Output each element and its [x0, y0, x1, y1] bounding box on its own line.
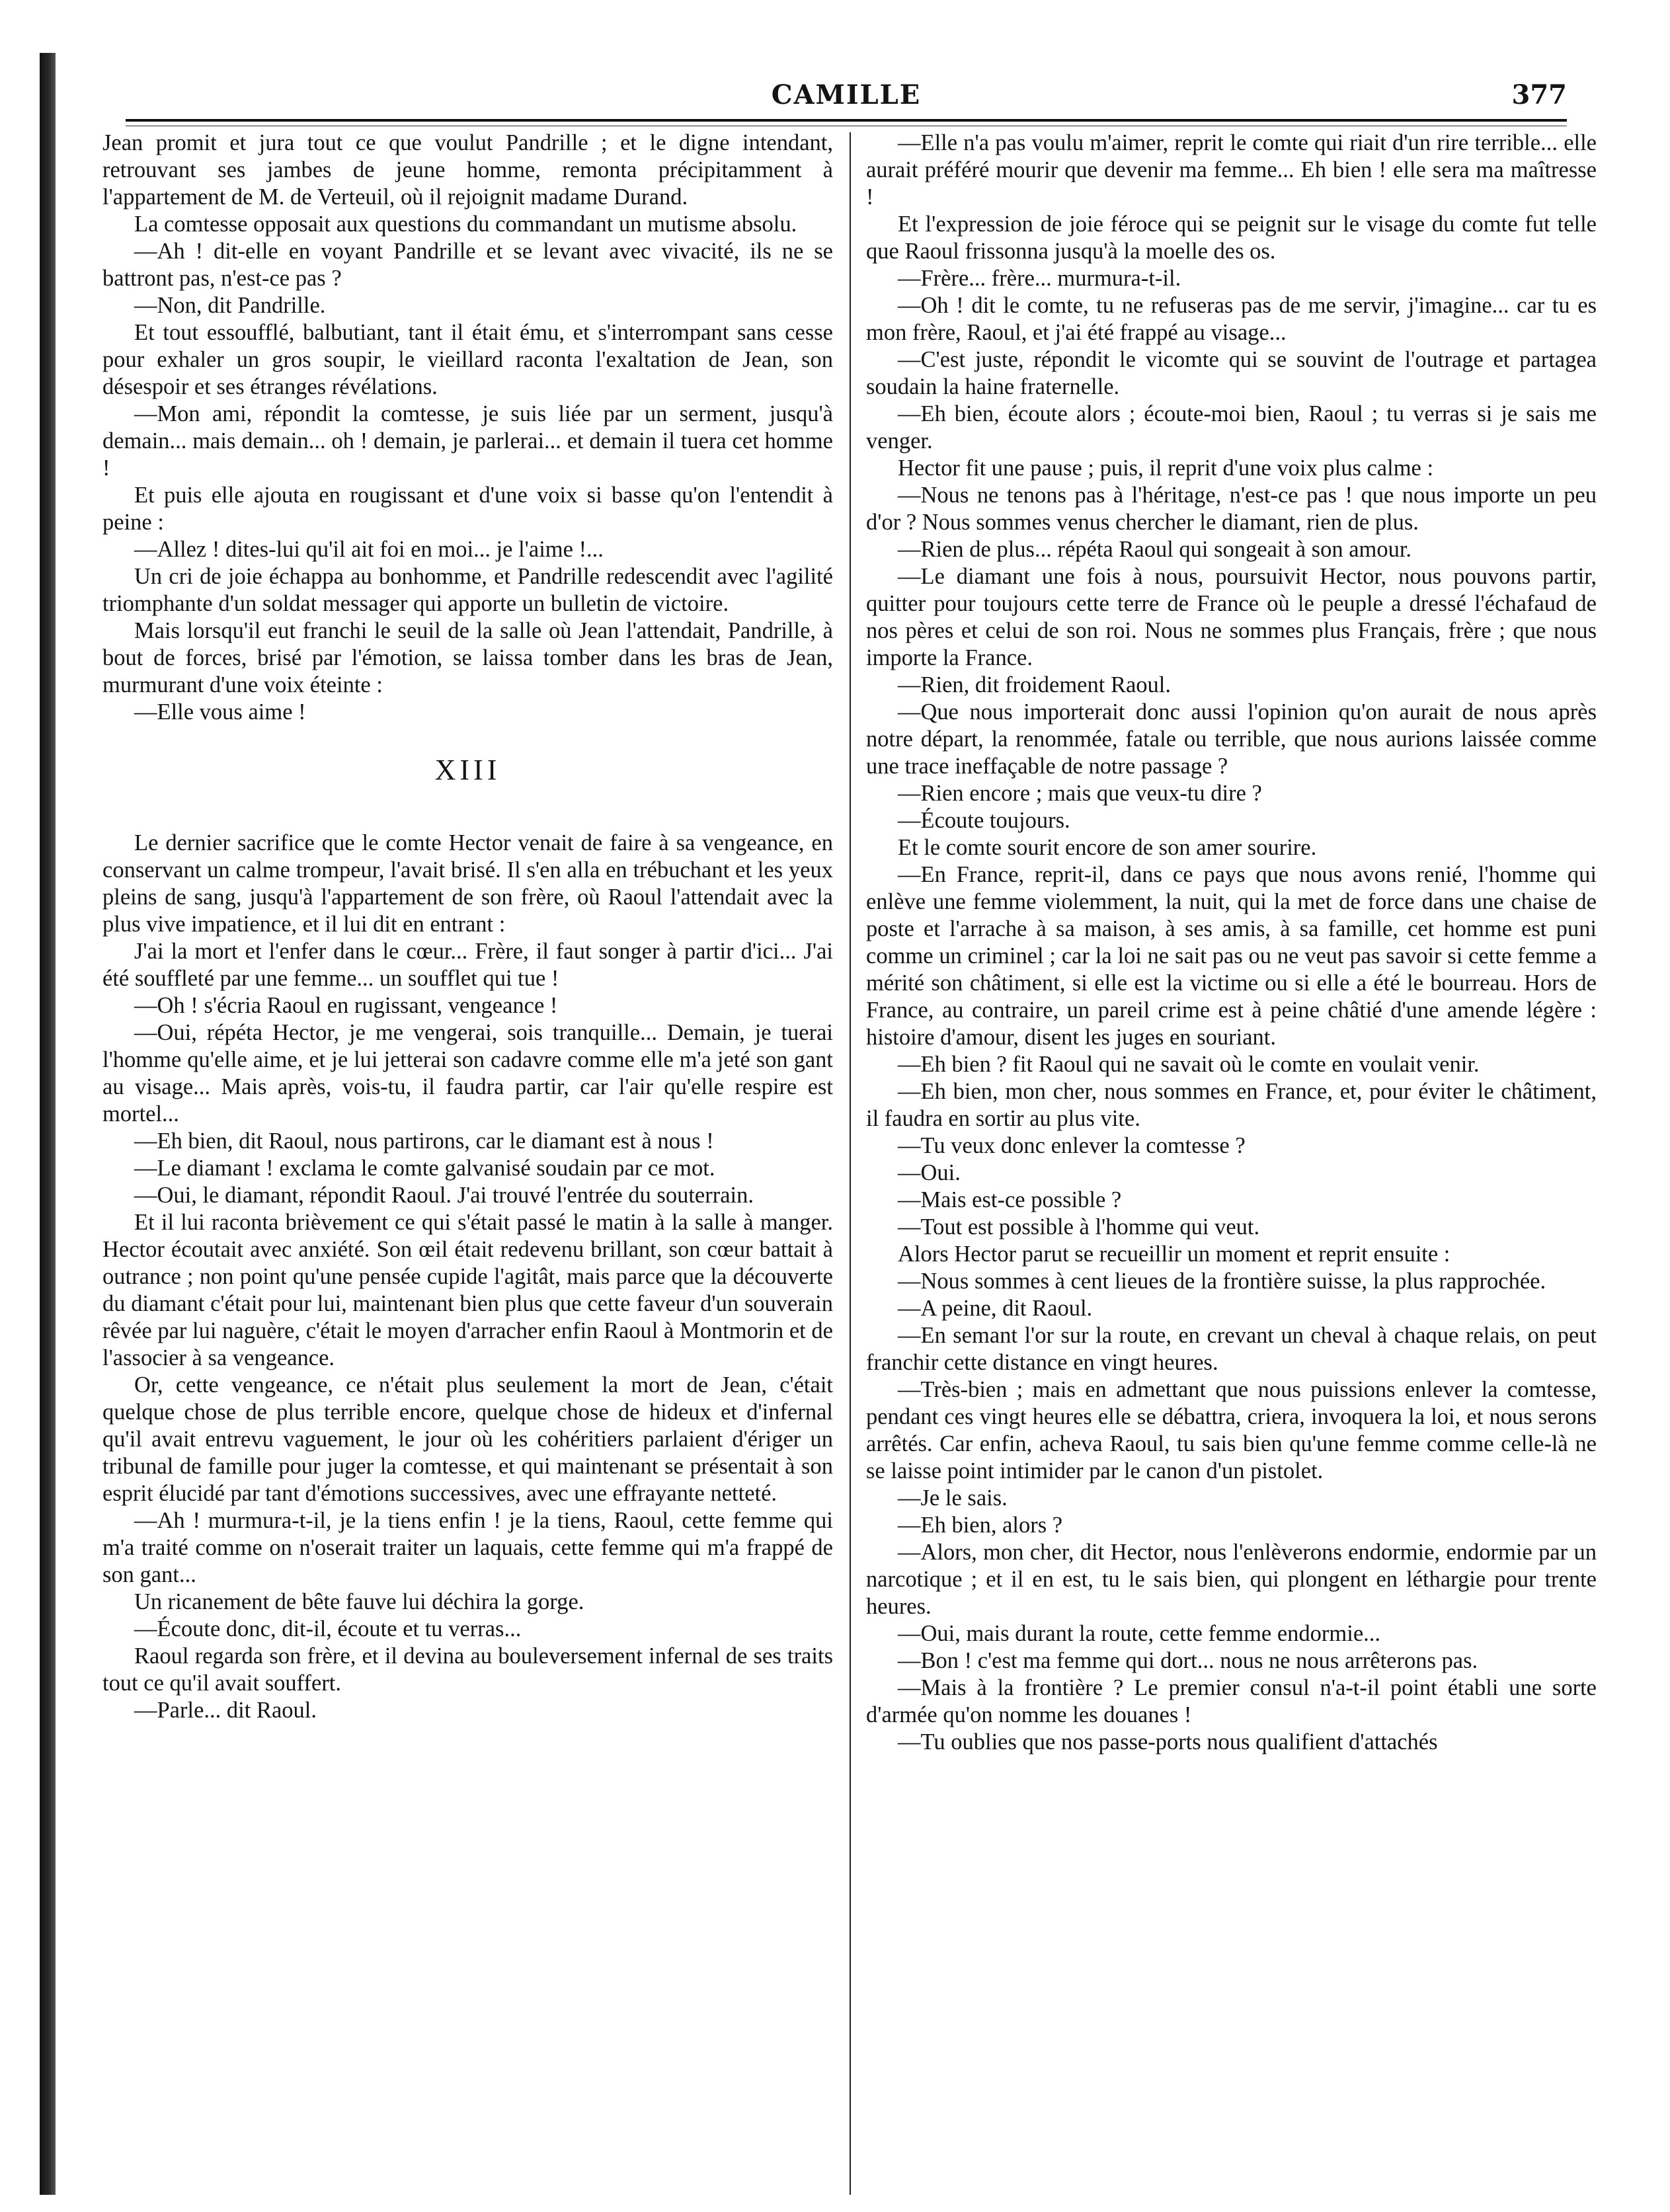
- paragraph: —Mais à la frontière ? Le premier consul n'a-t-il point établi une sorte d'armée qu'on nomme les douanes !: [866, 1675, 1597, 1727]
- paragraph: —Oui, mais durant la route, cette femme endormie...: [898, 1621, 1381, 1646]
- paragraph: —Tout est possible à l'homme qui veut.: [898, 1214, 1260, 1240]
- right-text: [866, 130, 1597, 1756]
- paragraph: Alors Hector parut se recueillir un moment et reprit ensuite :: [898, 1242, 1451, 1267]
- paragraph: —Le diamant une fois à nous, poursuivit Hector, nous pouvons partir, quitter pour toujours cette terre de France où le peuple a dressé l'échafaud de nos pères et celui de son roi. Nous ne sommes plus Français, frère ; que nous importe la France.: [866, 564, 1597, 670]
- paragraph: —Mais est-ce possible ?: [898, 1187, 1122, 1212]
- paragraph: Un cri de joie échappa au bonhomme, et Pandrille redescendit avec l'agilité triomphante d'un soldat messager qui apporte un bulletin de victoire.: [102, 564, 833, 616]
- paragraph: Or, cette vengeance, ce n'était plus seulement la mort de Jean, c'était quelque chose de plus terrible encore, quelque chose de hideux et d'infernal qu'il avait entrevu vaguement, le jour où les cohéritiers parlaient d'ériger un tribunal de famille pour juger la comtesse, et qui maintenant se présentait à son esprit élucidé par tant d'émotions successives, avec une effrayante netteté.: [102, 1372, 833, 1506]
- paragraph: —Eh bien, alors ?: [898, 1513, 1063, 1538]
- paragraph: La comtesse opposait aux questions du commandant un mutisme absolu.: [134, 212, 797, 237]
- paragraph: —Que nous importerait donc aussi l'opinion qu'on aurait de nous après notre départ, la renommée, fatale ou terrible, que nous aurions laissée comme une trace ineffaçable de notre passage ?: [866, 699, 1597, 779]
- paragraph: —Le diamant ! exclama le comte galvanisé soudain par ce mot.: [134, 1156, 715, 1181]
- right-column: [866, 130, 1597, 2199]
- paragraph: Hector fit une pause ; puis, il reprit d'une voix plus calme :: [898, 455, 1434, 481]
- paragraph: —Alors, mon cher, dit Hector, nous l'enlèverons endormie, endormie par un narcotique ; et il en est, tu le sais bien, qui plongent en léthargie pour trente heures.: [866, 1540, 1597, 1619]
- paragraph: —Allez ! dites-lui qu'il ait foi en moi... je l'aime !...: [134, 537, 604, 562]
- paragraph: Jean promit et jura tout ce que voulut Pandrille ; et le digne intendant, retrouvant ses jambes de jeune homme, remonta précipitamment à l'appartement de M. de Verteuil, où il rejoignit madame Durand.: [102, 130, 833, 210]
- paragraph: —Ah ! murmura-t-il, je la tiens enfin ! je la tiens, Raoul, cette femme qui m'a traité comme on n'oserait traiter un laquais, cette femme qui m'a frappé de son gant...: [102, 1508, 833, 1587]
- paragraph: —Écoute donc, dit-il, écoute et tu verras...: [134, 1616, 522, 1641]
- paragraph: —Mon ami, répondit la comtesse, je suis liée par un serment, jusqu'à demain... mais demain... oh ! demain, je parlerai... et demain il tuera cet homme !: [102, 401, 833, 481]
- paragraph: —Oui.: [898, 1160, 961, 1185]
- paragraph: —Je le sais.: [898, 1485, 1008, 1511]
- paragraph: Et il lui raconta brièvement ce qui s'était passé le matin à la salle à manger. Hector écoutait avec anxiété. Son œil était redevenu brillant, son cœur battait à outrance ; non point qu'une pensée cupide l'agitât, mais parce que la découverte du diamant c'était pour lui, maintenant bien plus que cette faveur d'un souverain rêvée par lui naguère, c'était le moyen d'arracher enfin Raoul à Montmorin et de l'associer à sa vengeance.: [102, 1210, 833, 1370]
- paragraph: —Eh bien, écoute alors ; écoute-moi bien, Raoul ; tu verras si je sais me venger.: [866, 401, 1597, 454]
- header-rule: [126, 119, 1567, 122]
- paragraph: —Rien de plus... répéta Raoul qui songeait à son amour.: [898, 537, 1412, 562]
- paragraph: —Oui, répéta Hector, je me vengerai, sois tranquille... Demain, je tuerai l'homme qu'elle aime, et je lui jetterai son cadavre comme elle m'a jeté son gant au visage... Mais après, vois-tu, il faudra partir, car l'air qu'elle respire est mortel...: [102, 1020, 833, 1126]
- paragraph: Mais lorsqu'il eut franchi le seuil de la salle où Jean l'attendait, Pandrille, à bout de forces, brisé par l'émotion, se laissa tomber dans les bras de Jean, murmurant d'une voix éteinte :: [102, 618, 833, 697]
- paragraph: —Tu oublies que nos passe-ports nous qualifient d'attachés: [898, 1729, 1438, 1755]
- paragraph: —Oh ! s'écria Raoul en rugissant, vengeance !: [134, 993, 558, 1018]
- paragraph: J'ai la mort et l'enfer dans le cœur... Frère, il faut songer à partir d'ici... J'ai été souffleté par une femme... un soufflet qui tue !: [102, 939, 833, 991]
- paragraph: —A peine, dit Raoul.: [898, 1296, 1093, 1321]
- paragraph: Et tout essoufflé, balbutiant, tant il était ému, et s'interrompant sans cesse pour exhaler un gros soupir, le vieillard raconta l'exaltation de Jean, son désespoir et ses étranges révélations.: [102, 320, 833, 399]
- paragraph: —Elle vous aime !: [134, 699, 306, 725]
- running-title: CAMILLE: [771, 79, 922, 110]
- column-divider: [850, 132, 851, 2195]
- paragraph: Et puis elle ajouta en rougissant et d'une voix si basse qu'on l'entendit à peine :: [102, 483, 833, 535]
- scan-edge: [40, 53, 56, 2195]
- paragraph: —En France, reprit-il, dans ce pays que nous avons renié, l'homme qui enlève une femme violemment, la nuit, qui la met de force dans une chaise de poste et l'arrache à sa maison, à ses amis, à sa famille, cet homme est puni comme un criminel ; car la loi ne sait pas ou ne veut pas savoir si cette femme a mérité son châtiment, si elle est la victime ou si elle a été le bourreau. Hors de France, au contraire, un pareil crime est à peine châtié d'une amende légère : histoire d'amour, disent les juges en souriant.: [866, 862, 1597, 1050]
- running-head: [126, 73, 1567, 119]
- paragraph: —Eh bien, dit Raoul, nous partirons, car le diamant est à nous !: [134, 1128, 714, 1154]
- paragraph: —Frère... frère... murmura-t-il.: [898, 266, 1181, 291]
- paragraph: —Écoute toujours.: [898, 808, 1070, 833]
- paragraph: —Non, dit Pandrille.: [134, 293, 326, 318]
- paragraph: —Nous sommes à cent lieues de la frontière suisse, la plus rapprochée.: [898, 1269, 1546, 1294]
- paragraph: —Oh ! dit le comte, tu ne refuseras pas de me servir, j'imagine... car tu es mon frère, Raoul, et j'ai été frappé au visage...: [866, 293, 1597, 345]
- chapter-heading: XIII: [434, 754, 501, 786]
- paragraph: —Bon ! c'est ma femme qui dort... nous ne nous arrêterons pas.: [898, 1648, 1478, 1673]
- paragraph: Et le comte sourit encore de son amer sourire.: [898, 835, 1317, 860]
- paragraph: —C'est juste, répondit le vicomte qui se souvint de l'outrage et partagea soudain la haine fraternelle.: [866, 347, 1597, 399]
- left-text-after-chapter: [102, 830, 833, 1724]
- paragraph: Un ricanement de bête fauve lui déchira la gorge.: [134, 1589, 584, 1614]
- page-number: 377: [1511, 79, 1567, 110]
- paragraph: —Nous ne tenons pas à l'héritage, n'est-ce pas ! que nous importe un peu d'or ? Nous sommes venus chercher le diamant, rien de plus.: [866, 483, 1597, 535]
- paragraph: —Eh bien, mon cher, nous sommes en France, et, pour éviter le châtiment, il faudra en sortir au plus vite.: [866, 1079, 1597, 1131]
- paragraph: —Eh bien ? fit Raoul qui ne savait où le comte en voulait venir.: [898, 1052, 1480, 1077]
- left-column: [102, 130, 833, 2199]
- paragraph: —Ah ! dit-elle en voyant Pandrille et se levant avec vivacité, ils ne se battront pas, n'est-ce pas ?: [102, 239, 833, 291]
- paragraph: —Rien encore ; mais que veux-tu dire ?: [898, 781, 1262, 806]
- paragraph: —Oui, le diamant, répondit Raoul. J'ai trouvé l'entrée du souterrain.: [134, 1183, 754, 1208]
- paragraph: Raoul regarda son frère, et il devina au bouleversement infernal de ses traits tout ce qu'il avait souffert.: [102, 1643, 833, 1696]
- paragraph: —En semant l'or sur la route, en crevant un cheval à chaque relais, on peut franchir cette distance en vingt heures.: [866, 1323, 1597, 1375]
- paragraph: —Elle n'a pas voulu m'aimer, reprit le comte qui riait d'un rire terrible... elle aurait préféré mourir que devenir ma femme... Eh bien ! elle sera ma maîtresse !: [866, 130, 1597, 210]
- paragraph: —Parle... dit Raoul.: [134, 1698, 317, 1723]
- paragraph: —Très-bien ; mais en admettant que nous puissions enlever la comtesse, pendant ces vingt heures elle se débattra, criera, invoquera la loi, et nous serons arrêtés. Car enfin, acheva Raoul, tu sais bien qu'une femme comme celle-là ne se laisse point intimider par le canon d'un pistolet.: [866, 1377, 1597, 1483]
- paragraph: Le dernier sacrifice que le comte Hector venait de faire à sa vengeance, en conservant un calme trompeur, l'avait brisé. Il s'en alla en trébuchant et les yeux pleins de sang, jusqu'à l'appartement de son frère, où Raoul l'attendait avec la plus vive impatience, et il lui dit en entrant :: [102, 830, 833, 937]
- paragraph: —Tu veux donc enlever la comtesse ?: [898, 1133, 1246, 1158]
- left-text-before-chapter: [102, 130, 833, 726]
- paragraph: —Rien, dit froidement Raoul.: [898, 672, 1171, 697]
- paragraph: Et l'expression de joie féroce qui se peignit sur le visage du comte fut telle que Raoul frissonna jusqu'à la moelle des os.: [866, 212, 1597, 264]
